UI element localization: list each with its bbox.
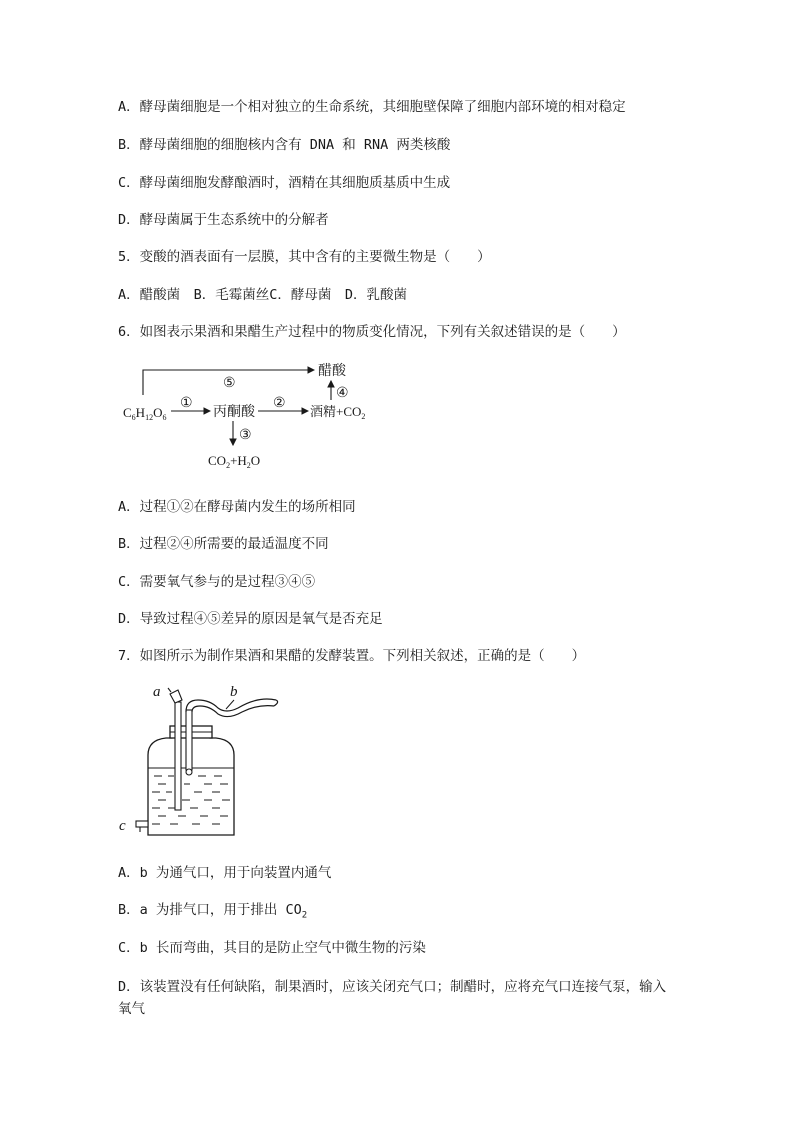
q7-option-c: C．b 长而弯曲，其目的是防止空气中微生物的污染	[118, 940, 426, 956]
q7-option-a: A．b 为通气口，用于向装置内通气	[118, 865, 332, 881]
q6-option-c: C．需要氧气参与的是过程③④⑤	[118, 574, 316, 590]
label-acetic-acid: 醋酸	[318, 364, 346, 379]
label-co2-h2o: $CO_2+H_2O$	[208, 453, 261, 470]
q6-option-d: D．导致过程④⑤差异的原因是氧气是否充足	[118, 611, 383, 627]
outlet-c	[136, 821, 148, 827]
label-c: c	[119, 818, 126, 834]
q4-option-a: A．酵母菌细胞是一个相对独立的生命系统，其细胞壁保障了细胞内部环境的相对稳定	[118, 99, 626, 115]
q6-option-a: A．过程①②在酵母菌内发生的场所相同	[118, 499, 356, 515]
q5-stem: 5．变酸的酒表面有一层膜，其中含有的主要微生物是（ ）	[118, 249, 491, 265]
label-pyruvate: 丙酮酸	[213, 405, 255, 420]
q4-option-c: C．酵母菌细胞发酵酿酒时，酒精在其细胞质基质中生成	[118, 175, 451, 191]
q6-metabolism-diagram	[118, 355, 408, 480]
label-a: a	[153, 684, 161, 700]
label-glucose: $C_6H_{12}O_6$	[123, 405, 167, 422]
valve-a	[170, 690, 182, 703]
q7-option-d: D．该装置没有任何缺陷，制果酒时，应该关闭充气口；制醋时，应将充气口连接气泵，输入氧气	[118, 979, 667, 1017]
q7-stem: 7．如图所示为制作果酒和果醋的发酵装置。下列相关叙述，正确的是（ ）	[118, 648, 586, 664]
label-step3: ③	[239, 428, 252, 443]
label-step4: ④	[336, 386, 349, 401]
label-step1: ①	[180, 396, 193, 411]
q7-option-b	[118, 901, 307, 925]
q6-option-b: B．过程②④所需要的最适温度不同	[118, 536, 329, 552]
label-b: b	[230, 684, 238, 700]
q7-option-b-subscript: 2	[301, 910, 308, 921]
q5-options: A．醋酸菌 B．毛霉菌丝C．酵母菌 D．乳酸菌	[118, 287, 408, 303]
q4-option-b: B．酵母菌细胞的细胞核内含有 DNA 和 RNA 两类核酸	[118, 137, 451, 153]
q6-stem: 6．如图表示果酒和果醋生产过程中的物质变化情况，下列有关叙述错误的是（ ）	[118, 324, 626, 340]
tube-b	[186, 710, 192, 770]
q7-fermentation-apparatus	[118, 680, 298, 840]
label-step2: ②	[273, 396, 286, 411]
label-step5: ⑤	[223, 376, 236, 391]
q4-option-d: D．酵母菌属于生态系统中的分解者	[118, 212, 329, 228]
tube-a	[175, 702, 181, 810]
label-ethanol-co2: 酒精$+CO_2$	[310, 404, 366, 421]
q7-option-b-text: B．a 为排气口，用于排出 CO	[118, 902, 302, 918]
